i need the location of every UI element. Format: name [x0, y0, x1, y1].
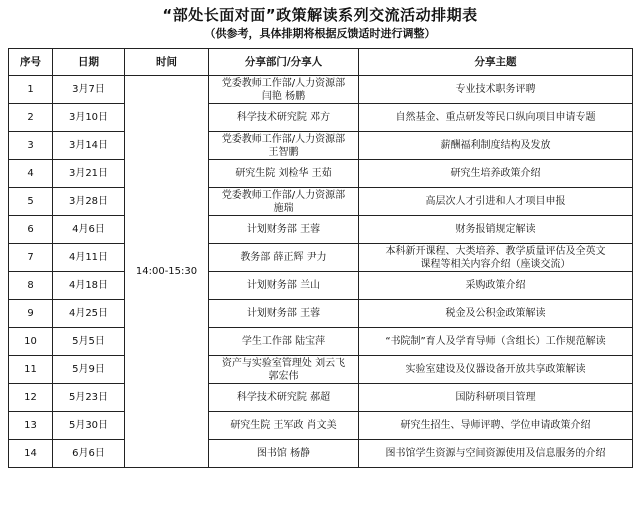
header-no: 序号 — [9, 49, 53, 76]
table-row — [9, 272, 633, 300]
table-header-row — [9, 49, 633, 76]
table-row — [9, 188, 633, 216]
table-row — [9, 244, 633, 272]
row-number: 3 — [9, 132, 53, 160]
table-body — [9, 76, 633, 468]
row-topic: 高层次人才引进和人才项目申报 — [359, 188, 633, 216]
header-dept: 分享部门/分享人 — [209, 49, 359, 76]
row-date: 4月18日 — [53, 272, 125, 300]
row-number: 6 — [9, 216, 53, 244]
table-row — [9, 356, 633, 384]
row-topic: 国防科研项目管理 — [359, 384, 633, 412]
table-row — [9, 76, 633, 104]
row-topic: 自然基金、重点研发等民口纵向项目申请专题 — [359, 104, 633, 132]
row-number: 4 — [9, 160, 53, 188]
header-topic: 分享主题 — [359, 49, 633, 76]
table-row — [9, 132, 633, 160]
row-number: 2 — [9, 104, 53, 132]
row-number: 5 — [9, 188, 53, 216]
schedule-table — [8, 48, 633, 468]
row-number: 13 — [9, 412, 53, 440]
row-department: 教务部 薛正辉 尹力 — [209, 244, 359, 272]
row-topic: “书院制”育人及学育导师（含组长）工作规范解读 — [359, 328, 633, 356]
row-topic: 研究生培养政策介绍 — [359, 160, 633, 188]
row-number: 9 — [9, 300, 53, 328]
row-date: 6月6日 — [53, 440, 125, 468]
table-row — [9, 440, 633, 468]
row-topic: 研究生招生、导师评聘、学位申请政策介绍 — [359, 412, 633, 440]
header-date: 日期 — [53, 49, 125, 76]
time-slot: 14:00-15:30 — [125, 76, 209, 468]
row-department: 资产与实验室管理处 刘云飞 郭宏伟 — [209, 356, 359, 384]
row-date: 5月30日 — [53, 412, 125, 440]
table-row — [9, 300, 633, 328]
row-date: 4月6日 — [53, 216, 125, 244]
document-subtitle: （供参考，具体排期将根据反馈适时进行调整） — [204, 27, 436, 40]
row-topic: 实验室建设及仪器设备开放共享政策解读 — [359, 356, 633, 384]
table-row — [9, 384, 633, 412]
row-number: 11 — [9, 356, 53, 384]
row-number: 8 — [9, 272, 53, 300]
row-date: 5月23日 — [53, 384, 125, 412]
table-row — [9, 104, 633, 132]
row-topic: 税金及公积金政策解读 — [359, 300, 633, 328]
row-number: 10 — [9, 328, 53, 356]
row-date: 4月11日 — [53, 244, 125, 272]
row-department: 计划财务部 王蓉 — [209, 216, 359, 244]
row-date: 5月5日 — [53, 328, 125, 356]
row-number: 7 — [9, 244, 53, 272]
row-number: 1 — [9, 76, 53, 104]
row-topic: 图书馆学生资源与空间资源使用及信息服务的介绍 — [359, 440, 633, 468]
row-date: 3月21日 — [53, 160, 125, 188]
row-date: 3月14日 — [53, 132, 125, 160]
row-topic: 采购政策介绍 — [359, 272, 633, 300]
header-time: 时间 — [125, 49, 209, 76]
row-department: 科学技术研究院 邓方 — [209, 104, 359, 132]
row-date: 5月9日 — [53, 356, 125, 384]
row-number: 14 — [9, 440, 53, 468]
row-number: 12 — [9, 384, 53, 412]
row-date: 3月28日 — [53, 188, 125, 216]
row-date: 4月25日 — [53, 300, 125, 328]
row-topic: 薪酬福利制度结构及发放 — [359, 132, 633, 160]
row-department: 党委教师工作部/人力资源部 闫艳 杨鹏 — [209, 76, 359, 104]
row-department: 研究生院 王军政 肖文美 — [209, 412, 359, 440]
row-date: 3月10日 — [53, 104, 125, 132]
row-department: 研究生院 刘检华 王茹 — [209, 160, 359, 188]
row-department: 党委教师工作部/人力资源部 王智鹏 — [209, 132, 359, 160]
row-department: 计划财务部 兰山 — [209, 272, 359, 300]
table-row — [9, 216, 633, 244]
table-row — [9, 412, 633, 440]
table-row — [9, 328, 633, 356]
row-department: 学生工作部 陆宝萍 — [209, 328, 359, 356]
row-department: 党委教师工作部/人力资源部 施瑞 — [209, 188, 359, 216]
row-topic: 本科新开课程、大类培养、教学质量评估及全英文 课程等相关内容介绍（座谈交流） — [359, 244, 633, 272]
row-date: 3月7日 — [53, 76, 125, 104]
row-topic: 财务报销规定解读 — [359, 216, 633, 244]
row-topic: 专业技术职务评聘 — [359, 76, 633, 104]
table-row — [9, 160, 633, 188]
row-department: 图书馆 杨静 — [209, 440, 359, 468]
document-title: “部处长面对面”政策解读系列交流活动排期表 — [162, 6, 478, 24]
row-department: 计划财务部 王蓉 — [209, 300, 359, 328]
row-department: 科学技术研究院 郝超 — [209, 384, 359, 412]
